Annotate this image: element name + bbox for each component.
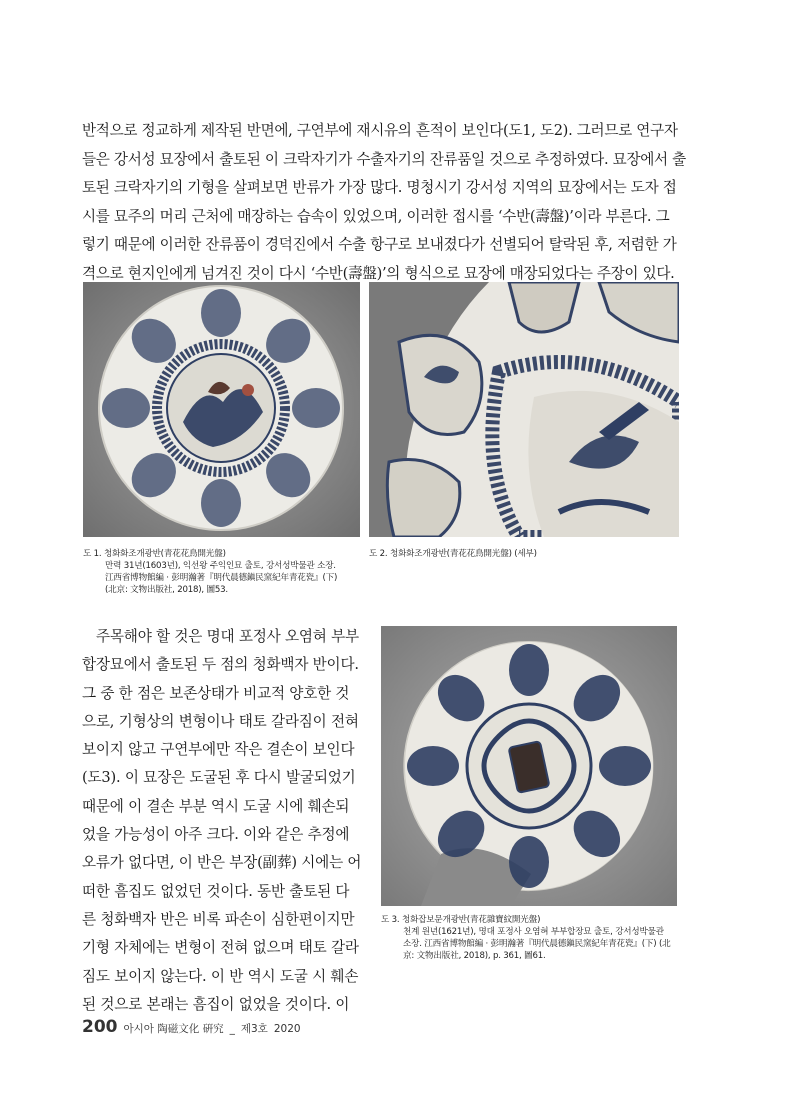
page-footer bbox=[82, 1017, 301, 1037]
caption-line: 천계 원년(1621년), 명대 포정사 오염혀 부부합장묘 출토, 강서성박물관 bbox=[403, 927, 664, 937]
text-line: 른 청화백자 반은 비록 파손이 심한편이지만 bbox=[82, 910, 355, 928]
caption-line: 소장. 江西省博物館編 · 彭明瀚著『明代晨德鎭民窯紀年青花瓷』(下) (北 bbox=[403, 939, 671, 949]
plate-panel bbox=[201, 479, 241, 527]
text-line: 된 것으로 본래는 흠집이 없었을 것이다. 이 bbox=[82, 995, 350, 1013]
journal-issue: 제3호 bbox=[240, 1023, 268, 1035]
text-line: 짐도 보이지 않는다. 이 반 역시 도굴 시 훼손 bbox=[82, 967, 359, 985]
text-line: 보이지 않고 구연부에만 작은 결손이 보인다 bbox=[82, 741, 355, 759]
footer-separator: _ bbox=[229, 1023, 235, 1035]
body-paragraph-left bbox=[82, 623, 368, 1019]
caption-line: (北京: 文物出版社, 2018), 圖53. bbox=[105, 585, 228, 595]
text-line: 기형 자체에는 변형이 전혀 없으며 태토 갈라 bbox=[82, 939, 359, 957]
figure-2-detail-photo bbox=[369, 282, 679, 537]
text-line: 었을 가능성이 아주 크다. 이와 같은 추정에 bbox=[82, 826, 350, 844]
journal-title: 아시아 陶磁文化 硏究 bbox=[123, 1023, 224, 1035]
text-line: 오류가 없다면, 이 반은 부장(副葬) 시에는 어 bbox=[82, 854, 362, 872]
plate-panel bbox=[509, 644, 549, 696]
plate-panel bbox=[292, 388, 340, 428]
figure-2-caption bbox=[369, 548, 669, 560]
plate-illustration bbox=[381, 626, 677, 906]
text-line: 떠한 흠집도 없었던 것이다. 동반 출토된 다 bbox=[82, 882, 350, 900]
plate-panel bbox=[201, 289, 241, 337]
plate-panel bbox=[407, 746, 459, 786]
plate-detail-illustration bbox=[369, 282, 679, 537]
plate-panel bbox=[509, 836, 549, 888]
page-number: 200 bbox=[82, 1017, 118, 1037]
text-line: 으로, 기형상의 변형이나 태토 갈라짐이 전혀 bbox=[82, 712, 359, 730]
body-paragraph-top bbox=[82, 117, 722, 289]
figure-3-plate-photo bbox=[381, 626, 677, 906]
figure-1-caption bbox=[83, 548, 363, 596]
caption-line: 江西省博物館編 · 彭明瀚著『明代晨德鎭民窯紀年青花瓷』(下) bbox=[105, 573, 338, 583]
text-line: 때문에 이 결손 부분 역시 도굴 시에 훼손되 bbox=[82, 797, 350, 815]
caption-line: 京: 文物出版社, 2018), p. 361, 圖61. bbox=[403, 951, 546, 961]
plate-panel bbox=[102, 388, 150, 428]
caption-title: 도 1. 청화화조개광반(青花花鳥開光盤) bbox=[83, 549, 226, 559]
text-line: 렇기 때문에 이러한 잔류품이 경덕진에서 수출 항구로 보내졌다가 선별되어 탈락된 후, 저렴한 가 bbox=[82, 236, 677, 254]
text-line: 격으로 현지인에게 넘겨진 것이 다시 ‘수반(壽盤)’의 형식으로 묘장에 매장되었다는 주장이 있다. bbox=[82, 264, 675, 282]
text-line: 시를 묘주의 머리 근처에 매장하는 습속이 있었으며, 이러한 접시를 ‘수반(壽盤)’이라 부른다. 그 bbox=[82, 207, 670, 225]
journal-year: 2020 bbox=[273, 1023, 301, 1035]
text-line: 합장묘에서 출토된 두 점의 청화백자 반이다. bbox=[82, 656, 359, 674]
plate-panel bbox=[599, 746, 651, 786]
text-line: 들은 강서성 묘장에서 출토된 이 크락자기가 수출자기의 잔류품일 것으로 추정하였다. 묘장에서 출 bbox=[82, 150, 686, 168]
caption-title: 도 3. 청화잡보문개광반(青花雜寶紋開光盤) bbox=[381, 915, 541, 925]
figure-1-plate-photo bbox=[83, 282, 360, 537]
text-line: 반적으로 정교하게 제작된 반면에, 구연부에 재시유의 흔적이 보인다(도1, 도2). 그러므로 연구자 bbox=[82, 122, 678, 139]
figure-3-caption bbox=[381, 914, 681, 962]
caption-title: 도 2. 청화화조개광반(青花花鳥開光盤) (세부) bbox=[369, 549, 537, 559]
text-line: 토된 크락자기의 기형을 살펴보면 반류가 가장 많다. 명청시기 강서성 지역의 묘장에서는 도자 접 bbox=[82, 179, 677, 197]
plate-illustration bbox=[83, 282, 360, 537]
text-line: 그 중 한 점은 보존상태가 비교적 양호한 것 bbox=[82, 684, 350, 702]
text-line: (도3). 이 묘장은 도굴된 후 다시 발굴되었기 bbox=[82, 769, 356, 787]
caption-line: 만력 31년(1603년), 익선왕 주익인묘 출토, 강서성박물관 소장. bbox=[105, 561, 336, 571]
text-line: 주목해야 할 것은 명대 포정사 오염혀 부부 bbox=[96, 628, 359, 645]
